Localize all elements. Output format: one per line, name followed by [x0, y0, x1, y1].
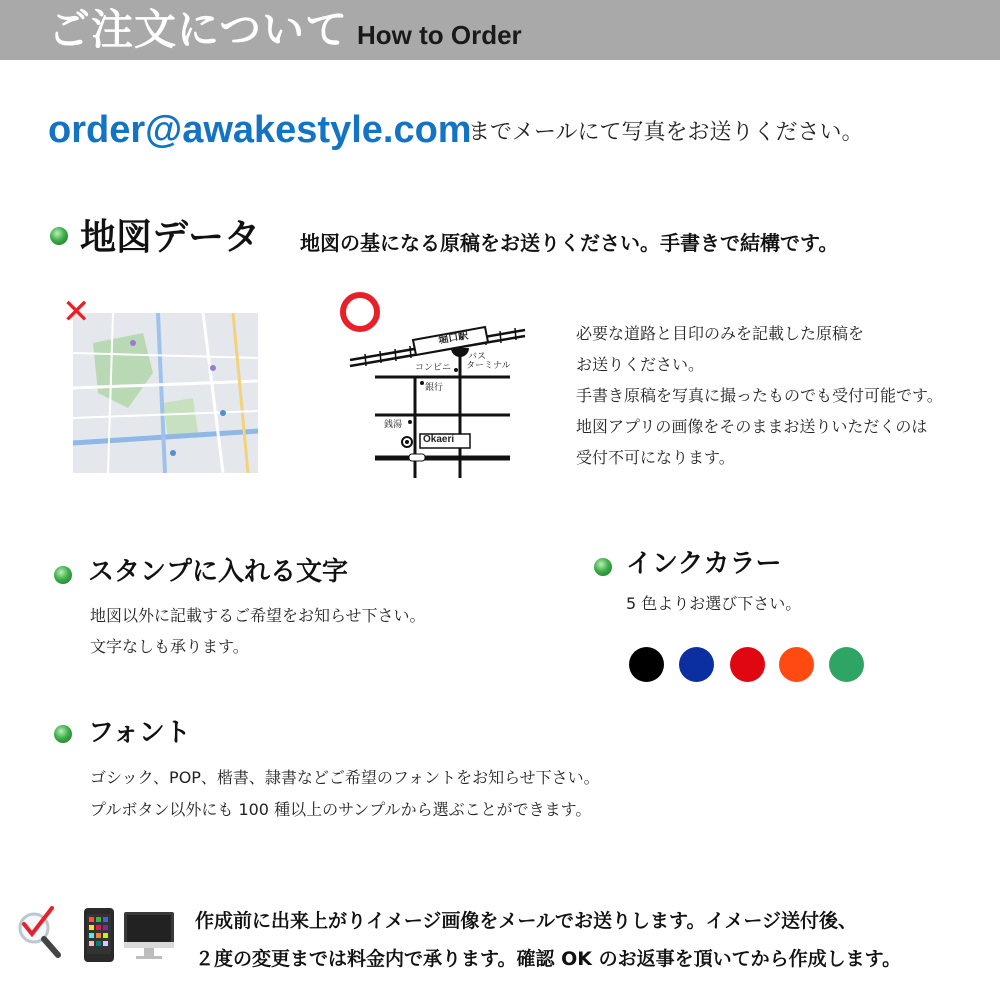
font-section-title: フォント	[88, 718, 191, 748]
shop-label: Okaeri	[423, 434, 455, 445]
footer-icons	[10, 900, 180, 970]
email-instruction: までメールにて写真をお送りください。	[468, 120, 864, 145]
note-line: 手書き原稿を写真に撮ったものでも受付可能です。	[576, 386, 943, 405]
map-section-description: 地図の基になる原稿をお送りください。手書きで結構です。	[300, 231, 839, 255]
bus-label-1: バス	[468, 352, 487, 362]
order-email-link[interactable]: order@awakestyle.com	[48, 109, 472, 151]
ink-swatch-blue[interactable]	[679, 647, 714, 682]
bullet-icon	[50, 227, 68, 245]
ink-section-text: 5 色よりお選び下さい。	[626, 594, 802, 613]
stamp-section-text	[90, 600, 426, 662]
footer-line: 作成前に出来上がりイメージ画像をメールでお送りします。イメージ送付後、	[195, 910, 857, 932]
sento-label: 銭湯	[384, 420, 403, 430]
page-subtitle: How to Order	[357, 20, 522, 50]
conbini-label: コンビニ	[415, 363, 452, 373]
map-section-title: 地図データ	[80, 217, 261, 258]
ink-section-title: インクカラー	[626, 549, 782, 579]
note-line: お送りください。	[576, 355, 705, 374]
check-magnifier-icon	[20, 908, 58, 955]
good-example-circle-icon	[340, 292, 380, 332]
map-note	[576, 318, 943, 473]
font-section-text	[90, 762, 600, 826]
bad-example-cross-icon: ✕	[62, 292, 91, 332]
font-line: プルボタン以外にも 100 種以上のサンプルから選ぶことができます。	[90, 800, 592, 819]
bus-label-2: ターミナル	[466, 361, 511, 371]
bullet-icon	[54, 566, 72, 584]
note-line: 受付不可になります。	[576, 448, 735, 467]
stamp-line: 文字なしも承ります。	[90, 637, 249, 656]
font-line: ゴシック、POP、楷書、隷書などご希望のフォントをお知らせ下さい。	[90, 768, 600, 787]
bullet-icon	[54, 725, 72, 743]
ink-swatch-green[interactable]	[829, 647, 864, 682]
footer-line: ２度の変更までは料金内で承ります。確認 OK のお返事を頂いてから作成します。	[195, 948, 902, 970]
ink-swatch-orange[interactable]	[779, 647, 814, 682]
page-title: ご注文について	[48, 5, 349, 54]
smartphone-icon	[84, 908, 114, 962]
station-label: 堀口駅	[437, 330, 470, 347]
monitor-icon	[124, 912, 174, 959]
note-line: 地図アプリの画像をそのままお送りいただくのは	[576, 417, 928, 436]
ink-swatch-red[interactable]	[730, 647, 765, 682]
bullet-icon	[594, 558, 612, 576]
bad-map-example	[73, 313, 258, 473]
note-line: 必要な道路と目印のみを記載した原稿を	[576, 324, 865, 343]
stamp-line: 地図以外に記載するご希望をお知らせ下さい。	[90, 606, 426, 625]
ink-swatch-black[interactable]	[629, 647, 664, 682]
footer-text	[195, 902, 901, 978]
stamp-section-title: スタンプに入れる文字	[88, 557, 349, 587]
bank-label: 銀行	[425, 383, 444, 393]
